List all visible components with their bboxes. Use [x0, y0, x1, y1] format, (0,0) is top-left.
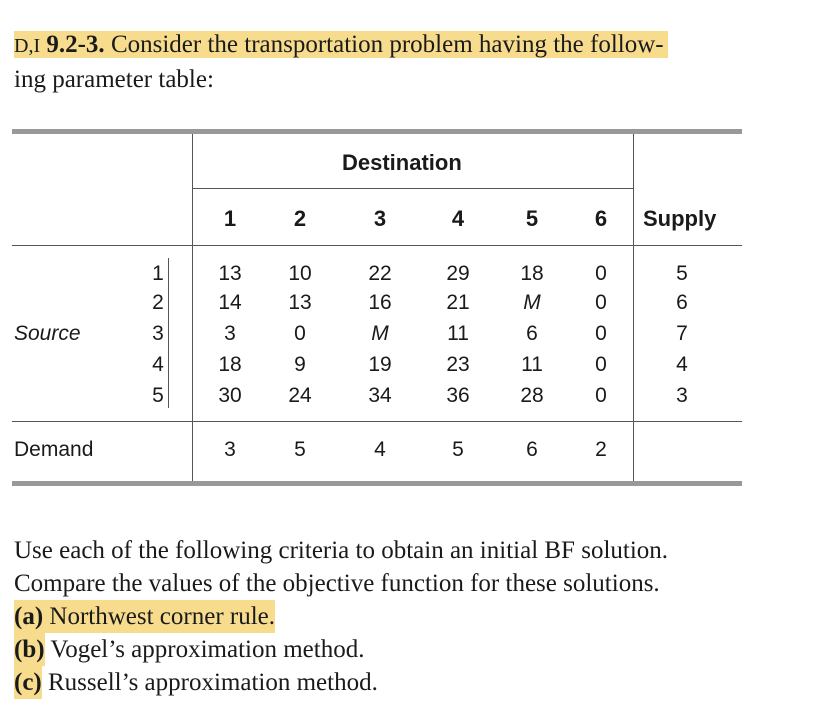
cost-cell: M [371, 322, 389, 345]
part-text: Vogel’s approximation method. [50, 636, 365, 663]
cost-cell: 18 [520, 262, 544, 285]
destination-number: 1 [223, 206, 237, 231]
supply-cell: 5 [676, 262, 688, 285]
demand-cell: 5 [452, 438, 464, 461]
problem-text-1: Consider the transportation problem having the follow- [110, 31, 664, 58]
source-number-divider [168, 258, 169, 408]
cost-cell: 0 [595, 322, 607, 345]
instruction-line-1: Use each of the following criteria to obtain an initial BF solution. [14, 537, 669, 564]
destination-number: 6 [594, 206, 608, 231]
problem-number: 9.2-3. [46, 31, 105, 58]
source-number: 4 [152, 353, 164, 376]
destination-number: 4 [451, 206, 465, 231]
supply-cell: 6 [676, 291, 688, 314]
source-number: 3 [152, 322, 164, 345]
demand-cell: 5 [294, 438, 306, 461]
cost-cell: 0 [595, 262, 607, 285]
destination-header: Destination [342, 150, 462, 175]
cost-cell: 24 [288, 384, 312, 407]
table-left-divider [192, 134, 193, 481]
part-id: (b) [14, 636, 45, 663]
instructions [14, 534, 668, 699]
cost-cell: 22 [368, 262, 392, 285]
problem-line-1 [14, 28, 668, 63]
part-b [14, 633, 668, 666]
destination-number: 2 [293, 206, 307, 231]
table-bottom-rule [12, 481, 742, 486]
cost-cell: M [523, 291, 541, 314]
cost-cell: 11 [521, 353, 543, 376]
source-number: 2 [152, 291, 164, 314]
header-rule [12, 245, 742, 246]
cost-cell: 36 [446, 384, 470, 407]
source-number: 1 [152, 262, 164, 285]
demand-cell: 6 [526, 438, 538, 461]
cost-cell: 19 [368, 353, 392, 376]
demand-rule [12, 421, 742, 422]
cost-cell: 13 [288, 291, 312, 314]
cost-cell: 0 [595, 384, 607, 407]
cost-cell: 3 [224, 322, 236, 345]
cost-cell: 21 [446, 291, 470, 314]
part-id: (c) [14, 669, 42, 696]
cost-cell: 13 [218, 262, 242, 285]
cost-cell: 11 [447, 322, 469, 345]
part-text: Russell’s approximation method. [48, 669, 378, 696]
demand-cell: 3 [224, 438, 236, 461]
supply-header: Supply [643, 206, 717, 231]
source-number: 5 [152, 384, 164, 407]
cost-cell: 34 [368, 384, 392, 407]
cost-cell: 0 [294, 322, 306, 345]
source-label: Source [14, 322, 81, 345]
cost-cell: 6 [526, 322, 538, 345]
destination-underline [193, 188, 633, 189]
cost-cell: 0 [595, 291, 607, 314]
part-a [14, 600, 668, 633]
cost-cell: 14 [218, 291, 242, 314]
cost-cell: 30 [218, 384, 242, 407]
cost-cell: 29 [446, 262, 470, 285]
part-c [14, 666, 668, 699]
cost-cell: 0 [595, 353, 607, 376]
destination-number: 3 [373, 206, 387, 231]
problem-text-2: ing parameter table: [14, 66, 214, 93]
cost-cell: 23 [446, 353, 470, 376]
supply-cell: 7 [676, 322, 688, 345]
demand-cell: 2 [595, 438, 607, 461]
part-text: Northwest corner rule. [49, 603, 276, 630]
problem-statement [14, 28, 668, 97]
supply-cell: 3 [676, 384, 688, 407]
demand-cell: 4 [374, 438, 386, 461]
cost-cell: 16 [368, 291, 392, 314]
cost-cell: 10 [288, 262, 312, 285]
part-id: (a) [14, 603, 44, 630]
demand-label: Demand [14, 438, 94, 461]
problem-code: D,I [14, 35, 41, 57]
destination-number: 5 [525, 206, 539, 231]
cost-cell: 18 [218, 353, 242, 376]
instruction-line-2: Compare the values of the objective function for these solutions. [14, 570, 660, 597]
cost-cell: 9 [294, 353, 306, 376]
supply-cell: 4 [676, 353, 688, 376]
cost-cell: 28 [520, 384, 544, 407]
table-right-divider [633, 134, 634, 481]
